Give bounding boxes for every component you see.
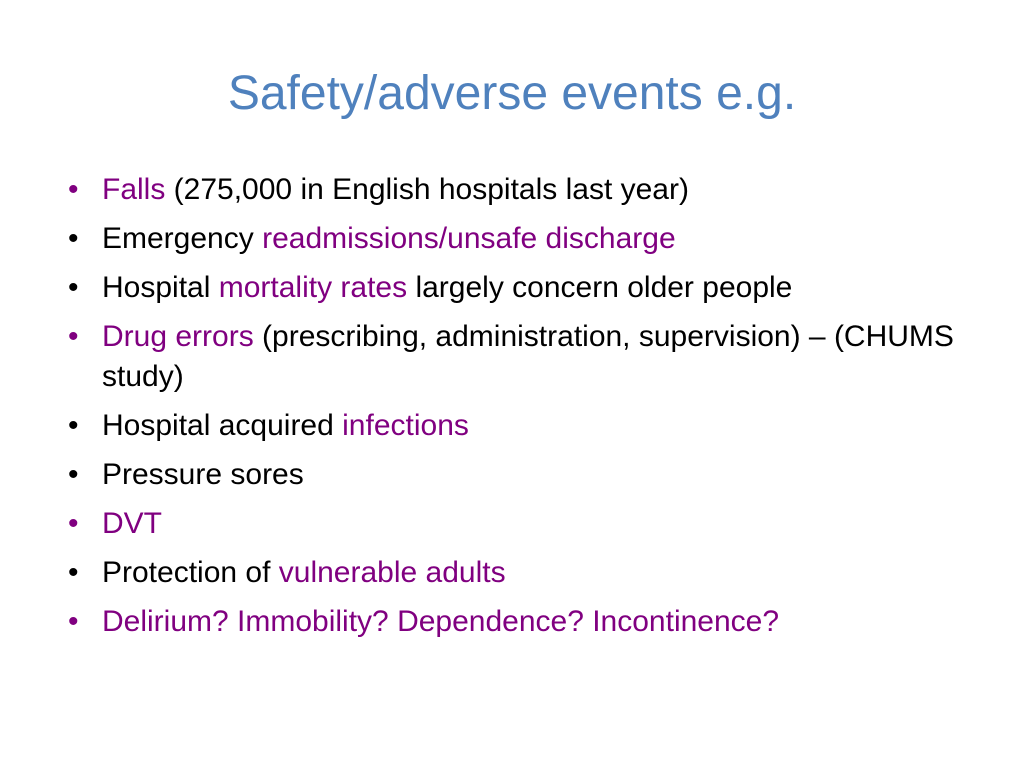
bullet-marker: • — [68, 409, 79, 442]
bullet-text-segment: largely concern older people — [407, 271, 793, 304]
bullet-text-segment: vulnerable adults — [278, 556, 506, 589]
bullet-item-dvt — [66, 504, 986, 544]
bullet-item-delirium — [66, 602, 986, 642]
bullet-text-segment: infections — [342, 409, 469, 442]
bullet-list — [66, 170, 986, 651]
bullet-marker: • — [68, 320, 79, 353]
bullet-text-segment: (275,000 in English hospitals last year) — [165, 173, 689, 206]
bullet-text-segment: Pressure sores — [102, 458, 304, 491]
bullet-item-emergency-readmissions — [66, 219, 986, 259]
bullet-marker: • — [68, 605, 79, 638]
bullet-text-segment: mortality rates — [218, 271, 408, 304]
bullet-text-segment: Hospital acquired — [102, 409, 343, 442]
bullet-item-pressure-sores — [66, 455, 986, 495]
bullet-marker: • — [68, 271, 79, 304]
bullet-text-segment: Hospital — [102, 271, 219, 304]
bullet-text-segment: Emergency — [102, 222, 263, 255]
bullet-marker: • — [68, 458, 79, 491]
bullet-text-segment: Falls — [102, 173, 166, 206]
bullet-item-falls — [66, 170, 986, 210]
bullet-text-segment: readmissions/unsafe discharge — [262, 222, 676, 255]
bullet-text-segment: Delirium? Immobility? Dependence? Incontinence? — [102, 605, 780, 638]
bullet-marker: • — [68, 507, 79, 540]
bullet-item-vulnerable-adults — [66, 553, 986, 593]
bullet-marker: • — [68, 556, 79, 589]
bullet-text-segment: Drug errors — [102, 320, 254, 353]
bullet-item-mortality-rates — [66, 268, 986, 308]
bullet-text-segment: Protection of — [102, 556, 279, 589]
bullet-item-drug-errors — [66, 317, 986, 397]
bullet-item-infections — [66, 406, 986, 446]
slide-title: Safety/adverse events e.g. — [227, 67, 797, 120]
bullet-text-segment: DVT — [102, 507, 162, 540]
bullet-text-segment: (prescribing, administration, supervision) – (CHUMS study) — [102, 320, 954, 393]
bullet-marker: • — [68, 173, 79, 206]
bullet-marker: • — [68, 222, 79, 255]
